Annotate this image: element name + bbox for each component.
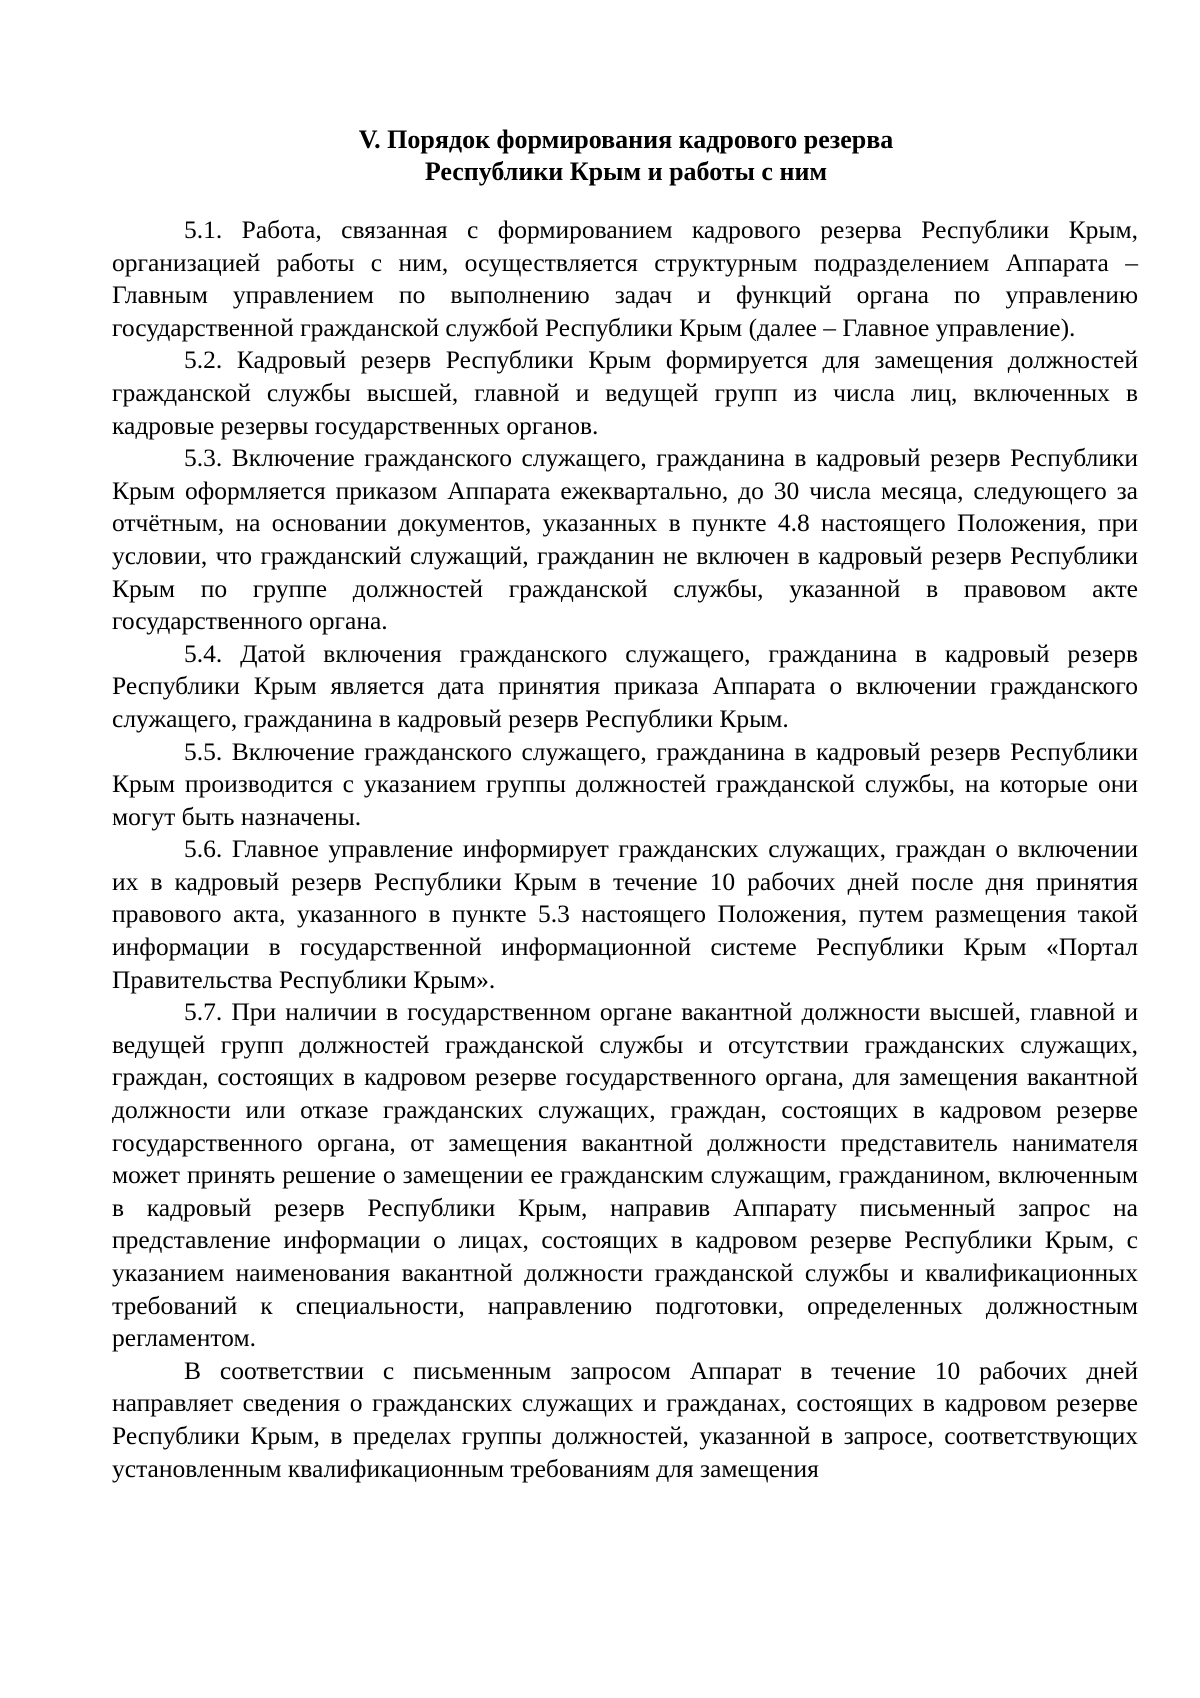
document-body	[112, 214, 1138, 1485]
section-heading	[112, 124, 1140, 188]
section-title-line-2: Республики Крым и работы с ним	[424, 157, 828, 186]
paragraph-5-1: 5.1. Работа, связанная с формированием кадрового резерва Республики Крым, организацией работы с ним, осуществляется структурным подразделением Аппарата – Главным управлением по выполнению задач и функций органа по управлению государственной гражданской службой Республики Крым (далее – Главное управление).	[112, 215, 1138, 342]
paragraph-5-4: 5.4. Датой включения гражданского служащего, гражданина в кадровый резерв Республики Крым является дата принятия приказа Аппарата о включении гражданского служащего, гражданина в кадровый резерв Республики Крым.	[112, 638, 1138, 733]
section-title-line-1: V. Порядок формирования кадрового резерва	[358, 125, 894, 154]
paragraph-5-2: 5.2. Кадровый резерв Республики Крым формируется для замещения должностей гражданской службы высшей, главной и ведущей групп из числа лиц, включенных в кадровые резервы государственных органов.	[112, 345, 1138, 440]
paragraph-5-7: 5.7. При наличии в государственном органе вакантной должности высшей, главной и ведущей групп должностей гражданской службы и отсутствии гражданских служащих, граждан, состоящих в кадровом резерве государственного органа, для замещения вакантной должности или отказе гражданских служащих, граждан, состоящих в кадровом резерве государственного органа, от замещения вакантной должности представитель нанимателя может принять решение о замещении ее гражданским служащим, гражданином, включенным в кадровый резерв Республики Крым, направив Аппарату письменный запрос на представление информации о лицах, состоящих в кадровом резерве Республики Крым, с указанием наименования вакантной должности гражданской службы и квалификационных требований к специальности, направлению подготовки, определенных должностным регламентом.	[112, 997, 1138, 1353]
paragraph-5-5: 5.5. Включение гражданского служащего, гражданина в кадровый резерв Республики Крым производится с указанием группы должностей гражданской службы, на которые они могут быть назначены.	[112, 736, 1138, 831]
paragraph-5-6: 5.6. Главное управление информирует гражданских служащих, граждан о включении их в кадровый резерв Республики Крым в течение 10 рабочих дней после дня принятия правового акта, указанного в пункте 5.3 настоящего Положения, путем размещения такой информации в государственной информационной системе Республики Крым «Портал Правительства Республики Крым».	[112, 834, 1138, 994]
paragraph-5-7-continuation: В соответствии с письменным запросом Аппарат в течение 10 рабочих дней направляет сведения о гражданских служащих и гражданах, состоящих в кадровом резерве Республики Крым, в пределах группы должностей, указанной в запросе, соответствующих установленным квалификационным требованиям для замещения	[112, 1355, 1138, 1483]
paragraph-5-3: 5.3. Включение гражданского служащего, гражданина в кадровый резерв Республики Крым оформляется приказом Аппарата ежеквартально, до 30 числа месяца, следующего за отчётным, на основании документов, указанных в пункте 4.8 настоящего Положения, при условии, что гражданский служащий, гражданин не включен в кадровый резерв Республики Крым по группе должностей гражданской службы, указанной в правовом акте государственного органа.	[112, 443, 1138, 636]
